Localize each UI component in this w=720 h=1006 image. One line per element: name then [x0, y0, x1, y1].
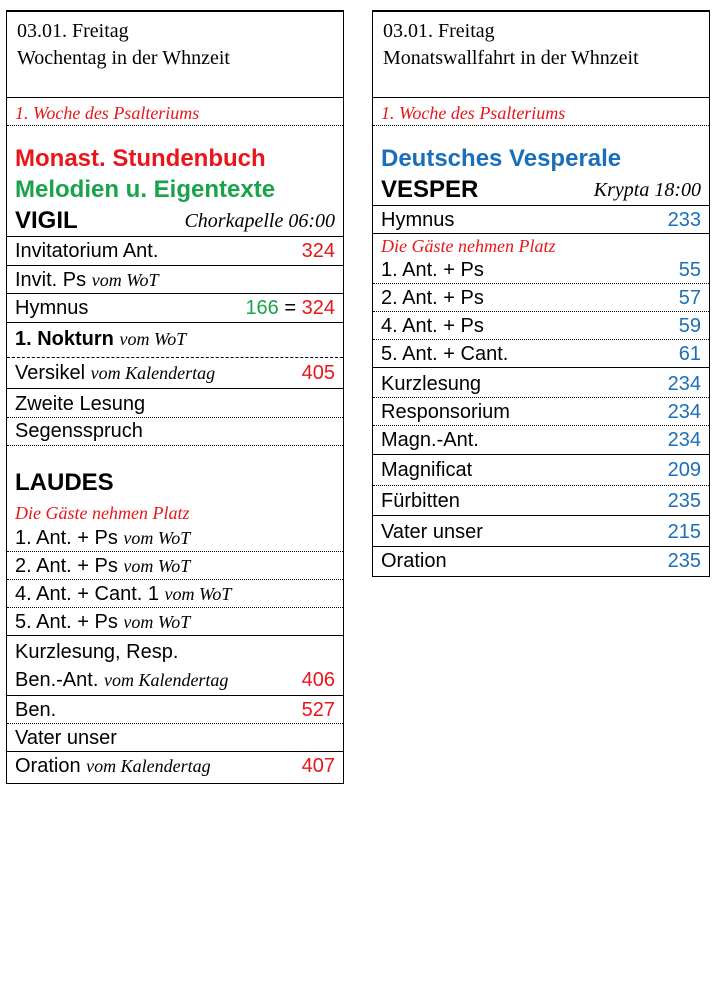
list-item: Hymnus 166 = 324: [7, 294, 343, 323]
list-item: Kurzlesung 234: [373, 368, 709, 398]
list-item: 2. Ant. + Ps vom WoT: [7, 552, 343, 580]
list-item: Vater unser: [7, 724, 343, 752]
right-schedule-column: [372, 10, 710, 577]
list-item: Fürbitten 235: [373, 486, 709, 516]
right-week: 1. Woche des Psalteriums: [373, 98, 709, 126]
list-item: Magnificat 209: [373, 455, 709, 486]
list-item: Invitatorium Ant. 324: [7, 237, 343, 266]
laudes-guests: Die Gäste nehmen Platz: [15, 503, 190, 523]
list-item: 2. Ant. + Ps 57: [373, 284, 709, 312]
list-item: Ben.-Ant. vom Kalendertag 406: [7, 666, 343, 696]
right-book-title: Deutsches Vesperale: [381, 145, 622, 172]
vesper-place: Krypta 18:00: [593, 179, 701, 201]
left-book-subtitle: Melodien u. Eigentexte: [15, 176, 276, 203]
vigil-heading: [7, 206, 343, 237]
list-item: Magn.-Ant. 234: [373, 426, 709, 455]
list-item: Kurzlesung, Resp.: [15, 641, 179, 663]
list-item: 5. Ant. + Ps vom WoT: [7, 608, 343, 636]
list-item: Oration 235: [381, 550, 701, 572]
list-item: 5. Ant. + Cant. 61: [373, 340, 709, 368]
left-date: 03.01. Freitag: [17, 20, 129, 42]
left-subtitle: Wochentag in der Whnzeit: [17, 47, 230, 69]
list-item: Ben. 527: [7, 696, 343, 724]
list-item: 1. Ant. + Ps vom WoT: [7, 524, 343, 552]
list-item: 1. Ant. + Ps 55: [373, 256, 709, 284]
list-item: Hymnus 233: [373, 206, 709, 234]
vesper-heading: [373, 174, 709, 206]
left-book-title: Monast. Stundenbuch: [15, 145, 266, 172]
right-subtitle: Monatswallfahrt in der Whnzeit: [383, 47, 639, 69]
right-date: 03.01. Freitag: [383, 20, 495, 42]
list-item: Responsorium 234: [373, 398, 709, 426]
list-item: 1. Nokturn vom WoT: [7, 323, 343, 358]
list-item: Invit. Ps vom WoT: [7, 266, 343, 294]
vesper-guests: Die Gäste nehmen Platz: [381, 236, 556, 256]
left-schedule-column: [6, 10, 344, 784]
list-item: Vater unser 215: [373, 516, 709, 547]
list-item: 4. Ant. + Cant. 1 vom WoT: [7, 580, 343, 608]
right-header: [373, 12, 709, 98]
list-item: Oration vom Kalendertag 407: [15, 755, 335, 777]
left-header: [7, 12, 343, 98]
vesper-title: VESPER: [381, 176, 479, 203]
left-week: 1. Woche des Psalteriums: [7, 98, 343, 126]
laudes-title: LAUDES: [15, 469, 114, 496]
list-item: Zweite Lesung: [7, 389, 343, 418]
vigil-title: VIGIL: [15, 207, 78, 234]
list-item: Versikel vom Kalendertag 405: [7, 358, 343, 389]
vigil-place: Chorkapelle 06:00: [184, 210, 335, 232]
list-item: Segensspruch: [7, 418, 343, 446]
list-item: 4. Ant. + Ps 59: [373, 312, 709, 340]
